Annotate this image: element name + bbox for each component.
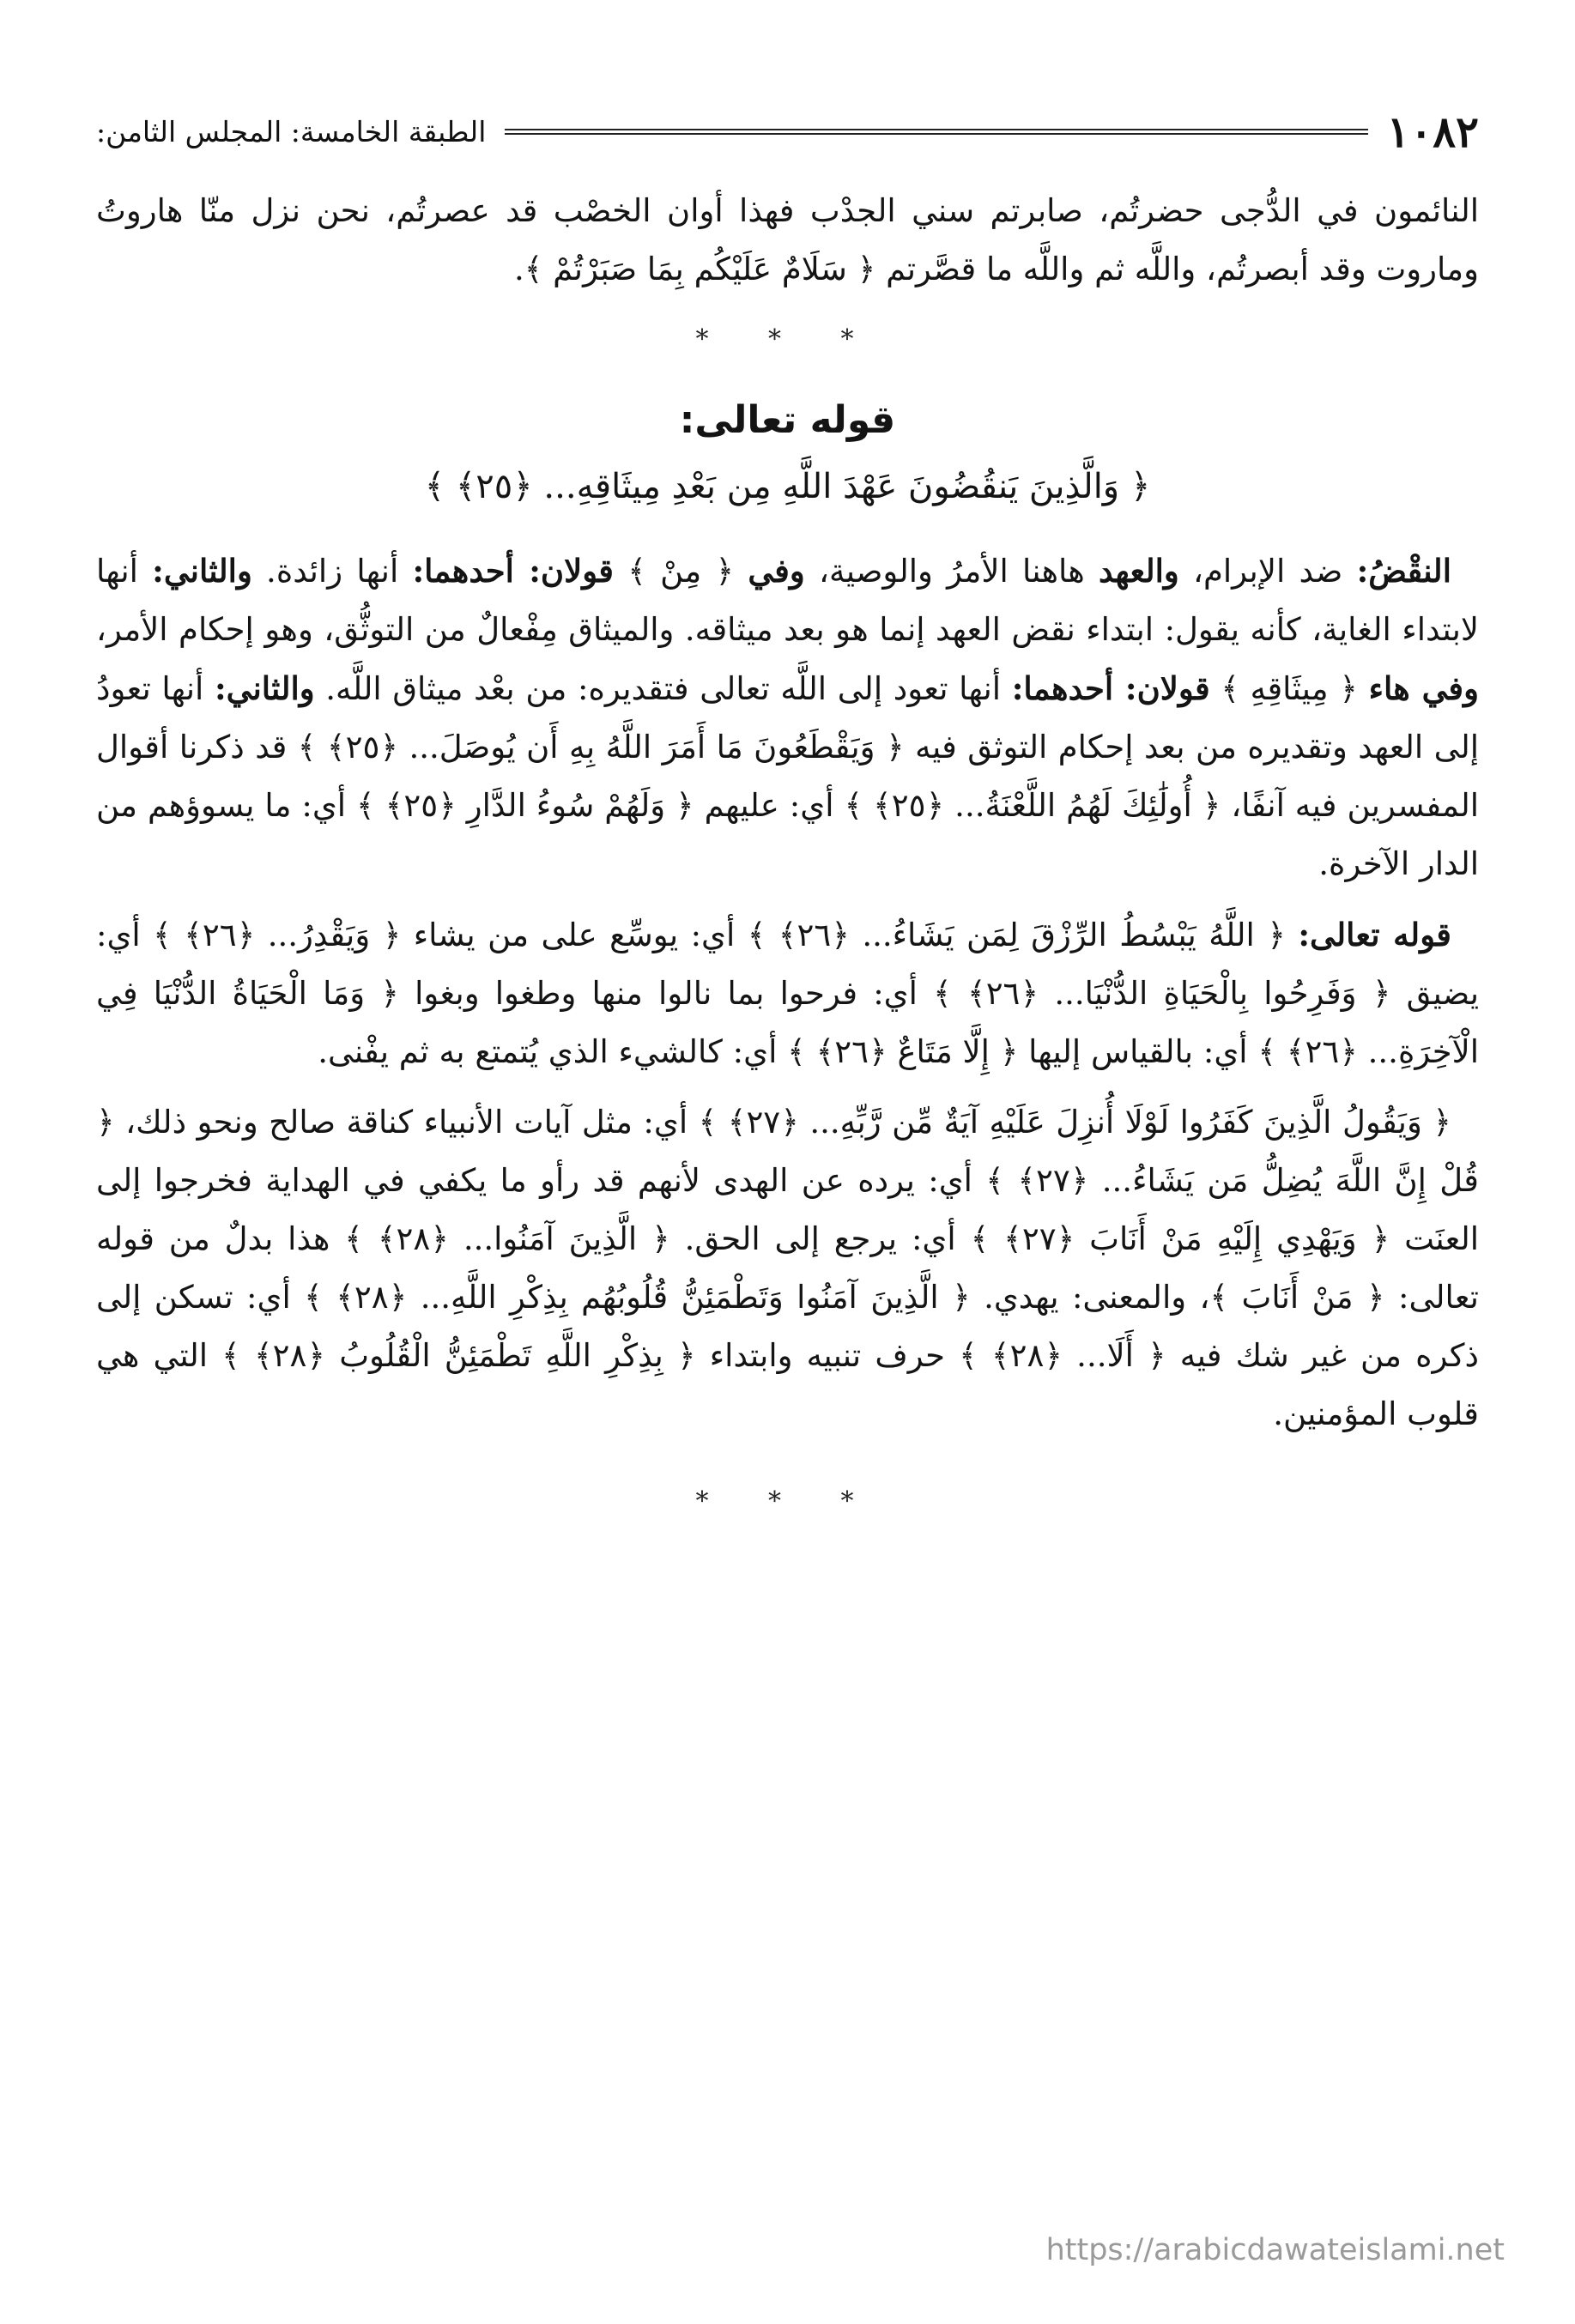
page-body	[96, 182, 1479, 1516]
running-title: الطبقة الخامسة: المجلس الثامن:	[96, 114, 487, 148]
opening-paragraph: النائمون في الدُّجى حضرتُم، صابرتم سني الجدْب فهذا أوان الخصْب قد عصرتُم، نحن نزل منّا هاروتُ وماروت وقد أبصرتُم، واللَّه ثم واللَّه ما قصَّرتم ﴿ سَلَامٌ عَلَيْكُم بِمَا صَبَرْتُمْ ﴾.	[96, 192, 1479, 287]
term-qawlan: قولان: أحدهما:	[1011, 669, 1210, 707]
term-wa-fi: وفي	[748, 552, 805, 590]
text-segment: أنها تعودُ إلى العهد وتقديره من بعد إحكام التوثق فيه ﴿ وَيَقْطَعُونَ مَا أَمَرَ اللَّهُ بِهِ أَن يُوصَلَ... ﴿٢٥﴾ ﴾ قد ذكرنا أقوال المفسرين فيه آنفًا، ﴿ أُولَٰئِكَ لَهُمُ اللَّعْنَةُ... ﴿٢٥﴾ ﴾ أي: عليهم ﴿ وَلَهُمْ سُوءُ الدَّارِ ﴿٢٥﴾ ﴾ أي: ما يسوؤهم من الدار الآخرة.	[96, 670, 1479, 882]
paragraph-aya	[96, 1093, 1479, 1443]
text-segment: ﴿ اللَّهُ يَبْسُطُ الرِّزْقَ لِمَن يَشَاءُ... ﴿٢٦﴾ ﴾ أي: يوسِّع على من يشاء ﴿ وَيَقْدِرُ... ﴿٢٦﴾ ﴾ أي: يضيق ﴿ وَفَرِحُوا بِالْحَيَاةِ الدُّنْيَا... ﴿٢٦﴾ ﴾ أي: فرحوا بما نالوا منها وطغوا وبغوا ﴿ وَمَا الْحَيَاةُ الدُّنْيَا فِي الْآخِرَةِ... ﴿٢٦﴾ ﴾ أي: بالقياس إليها ﴿ إِلَّا مَتَاعٌ ﴿٢٦﴾ ﴾ أي: كالشيء الذي يُتمتع به ثم يفْنى.	[96, 917, 1479, 1070]
term-naqd: النقْضُ:	[1356, 552, 1451, 590]
text-segment: ﴿ مِنْ ﴾	[614, 553, 748, 590]
watermark: https://arabicdawateislami.net	[1045, 2233, 1505, 2267]
paragraph-rizq	[96, 905, 1479, 1081]
term-ahd: والعهد	[1099, 552, 1179, 590]
text-segment: هاهنا الأمرُ والوصية،	[804, 553, 1099, 590]
paragraph-naqd	[96, 542, 1479, 893]
text-segment: ضد الإبرام،	[1178, 553, 1357, 590]
text-segment: أنها تعود إلى اللَّه تعالى فتقديره: من بعْد ميثاق اللَّه.	[314, 670, 1012, 707]
text-segment: أنها لابتداء الغاية، كأنه يقول: ابتداء نقض العهد إنما هو بعد ميثاقه. والميثاق مِفْعالٌ من التوثُّق، وهو إحكام الأمر،	[96, 553, 1479, 648]
text-segment: ﴿ وَيَقُولُ الَّذِينَ كَفَرُوا لَوْلَا أُنزِلَ عَلَيْهِ آيَةٌ مِّن رَّبِّهِ... ﴿٢٧﴾ ﴾ أي: مثل آيات الأنبياء كناقة صالح ونحو ذلك، ﴿ قُلْ إِنَّ اللَّهَ يُضِلُّ مَن يَشَاءُ... ﴿٢٧﴾ ﴾ أي: يرده عن الهدى لأنهم قد رأو ما يكفي في الهداية فخرجوا إلى العنَت ﴿ وَيَهْدِي إِلَيْهِ مَنْ أَنَابَ ﴿٢٧﴾ ﴾ أي: يرجع إلى الحق. ﴿ الَّذِينَ آمَنُوا... ﴿٢٨﴾ ﴾ هذا بدلٌ من قوله تعالى: ﴿ مَنْ أَنَابَ ﴾، والمعنى: يهدي. ﴿ الَّذِينَ آمَنُوا وَتَطْمَئِنُّ قُلُوبُهُم بِذِكْرِ اللَّهِ... ﴿٢٨﴾ ﴾ أي: تسكن إلى ذكره من غير شك فيه ﴿ أَلَا... ﴿٢٨﴾ ﴾ حرف تنبيه وابتداء ﴿ بِذِكْرِ اللَّهِ تَطْمَئِنُّ الْقُلُوبُ ﴿٢٨﴾ ﴾ التي هي قلوب المؤمنين.	[96, 1104, 1479, 1432]
term-thani: والثاني:	[152, 552, 252, 590]
term-qawlan: قولان: أحدهما:	[412, 552, 614, 590]
term-qawluhu: قوله تعالى:	[1298, 916, 1451, 953]
page-header	[96, 101, 1479, 161]
section-verse: ﴿ وَالَّذِينَ يَنقُضُونَ عَهْدَ اللَّهِ مِن بَعْدِ مِيثَاقِهِ... ﴿٢٥﴾ ﴾	[424, 467, 1151, 506]
term-thani: والثاني:	[214, 669, 315, 707]
text-segment: أنها زائدة.	[251, 553, 413, 590]
header-rule	[505, 129, 1367, 135]
separator-stars: * * *	[695, 324, 880, 354]
separator-stars-bottom: * * *	[695, 1486, 880, 1516]
page-number: ١٠٨٢	[1386, 106, 1479, 157]
term-wa-fi-ha: وفي هاء	[1368, 669, 1479, 707]
section-heading: قوله تعالى:	[679, 398, 896, 442]
text-segment: ﴿ مِيثَاقِهِ ﴾	[1209, 670, 1369, 707]
